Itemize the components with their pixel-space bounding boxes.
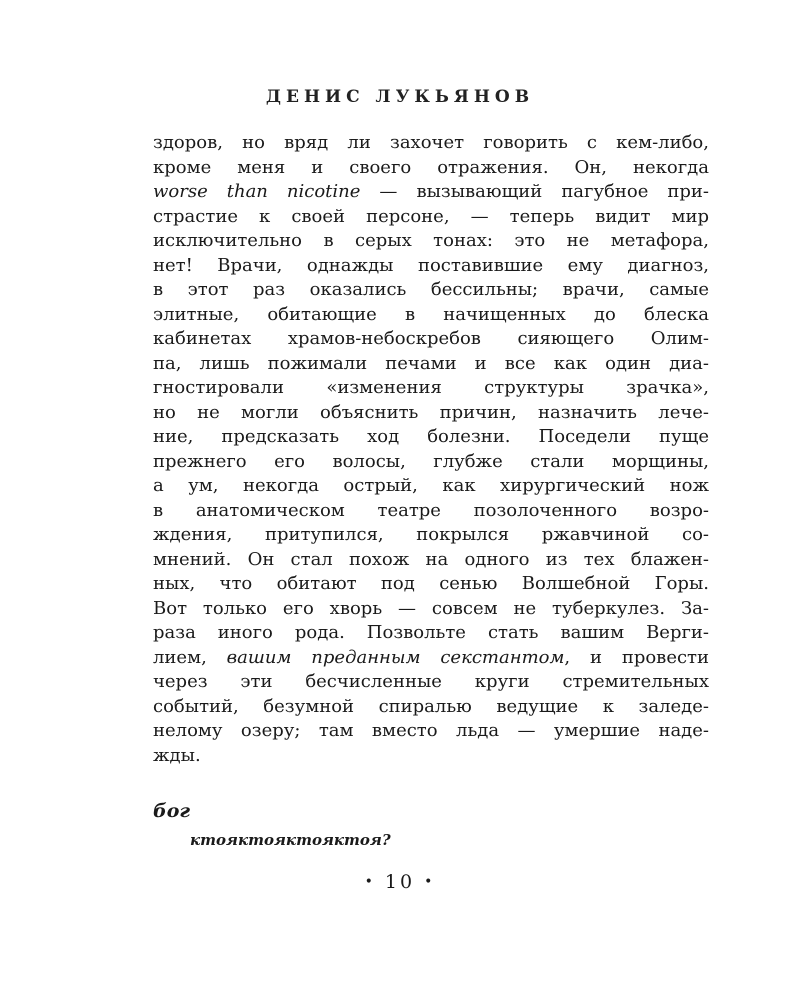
text-segment: , и провести — [564, 646, 709, 668]
text-line-content: через эти бесчисленные круги стремительных — [153, 671, 709, 692]
text-line-content: кроме меня и своего отражения. Он, некогда — [153, 156, 709, 178]
text-line — [153, 719, 709, 744]
text-line-content: мнений. Он стал похож на одного из тех блажен- — [153, 548, 709, 570]
text-line-content: жды. — [153, 744, 201, 766]
page-number — [0, 871, 800, 893]
text-line — [153, 670, 709, 695]
text-line — [153, 523, 709, 548]
text-line-content: ние, предсказать ход болезни. Поседели пуще — [153, 426, 709, 447]
running-head-author: ДЕНИС ЛУКЬЯНОВ — [265, 87, 535, 107]
text-line — [153, 450, 709, 475]
text-line-content: в этот раз оказались бессильны; врачи, самые — [153, 279, 709, 300]
text-line-content: в анатомическом театре позолоченного возро- — [153, 499, 709, 521]
text-segment: лием, — [153, 646, 227, 668]
text-line — [153, 327, 709, 352]
text-line — [153, 131, 709, 156]
text-line-content: исключительно в серых тонах: это не метафора, — [153, 230, 709, 251]
text-line — [153, 401, 709, 426]
text-line-content — [153, 647, 709, 668]
text-line — [153, 744, 709, 769]
bullet-right-icon: • — [424, 874, 436, 890]
text-line — [153, 205, 709, 230]
text-line — [153, 548, 709, 573]
text-line — [153, 303, 709, 328]
text-line — [153, 646, 709, 671]
text-line-content: событий, безумной спиралью ведущие к заледе- — [153, 695, 709, 717]
italic-phrase: вашим преданным секстантом — [226, 646, 565, 668]
text-line — [153, 597, 709, 622]
text-line-content: ждения, притупился, покрылся ржавчиной со- — [153, 524, 709, 545]
text-line-content: кабинетах храмов-небоскребов сияющего Олим- — [153, 328, 709, 349]
text-line — [153, 572, 709, 597]
text-line — [153, 156, 709, 181]
text-line — [153, 229, 709, 254]
text-line-content: гностировали «изменения структуры зрачка», — [153, 377, 709, 398]
text-line — [153, 278, 709, 303]
text-line — [153, 376, 709, 401]
text-line-content: элитные, обитающие в начищенных до блеска — [153, 303, 709, 325]
text-line-content: ных, что обитают под сенью Волшебной Горы. — [153, 573, 709, 594]
bullet-left-icon: • — [364, 874, 376, 890]
text-line-content: а ум, некогда острый, как хирургический нож — [153, 475, 709, 496]
text-line-content: па, лишь пожимали печами и все как один диа- — [153, 352, 709, 374]
italic-phrase: worse than nicotine — [153, 181, 361, 202]
text-segment: — вызывающий пагубное при- — [360, 181, 709, 202]
text-line — [153, 180, 709, 205]
text-line-content: раза иного рода. Позвольте стать вашим Верги- — [153, 622, 709, 643]
text-line-content: нелому озеру; там вместо льда — умершие наде- — [153, 720, 709, 741]
text-line-content: здоров, но вряд ли захочет говорить с кем-либо, — [153, 132, 709, 153]
text-line — [153, 254, 709, 279]
body-text — [153, 131, 709, 768]
text-line-content: Вот только его хворь — совсем не туберкулез. За- — [153, 597, 709, 619]
text-line — [153, 352, 709, 377]
page-number-value: 10 — [384, 871, 416, 893]
section-heading: бог — [153, 800, 191, 822]
text-line-content: но не могли объяснить причин, назначить лече- — [153, 401, 709, 423]
text-line-content: прежнего его волосы, глубже стали морщины, — [153, 450, 709, 472]
text-line — [153, 621, 709, 646]
text-line-content: нет! Врачи, однажды поставившие ему диагноз, — [153, 254, 709, 276]
text-line-content: страстие к своей персоне, — теперь видит мир — [153, 205, 709, 227]
text-line — [153, 695, 709, 720]
section-subline: ктояктояктояктоя? — [190, 831, 391, 849]
text-line — [153, 474, 709, 499]
text-line-content — [153, 181, 709, 202]
text-line — [153, 499, 709, 524]
text-line — [153, 425, 709, 450]
